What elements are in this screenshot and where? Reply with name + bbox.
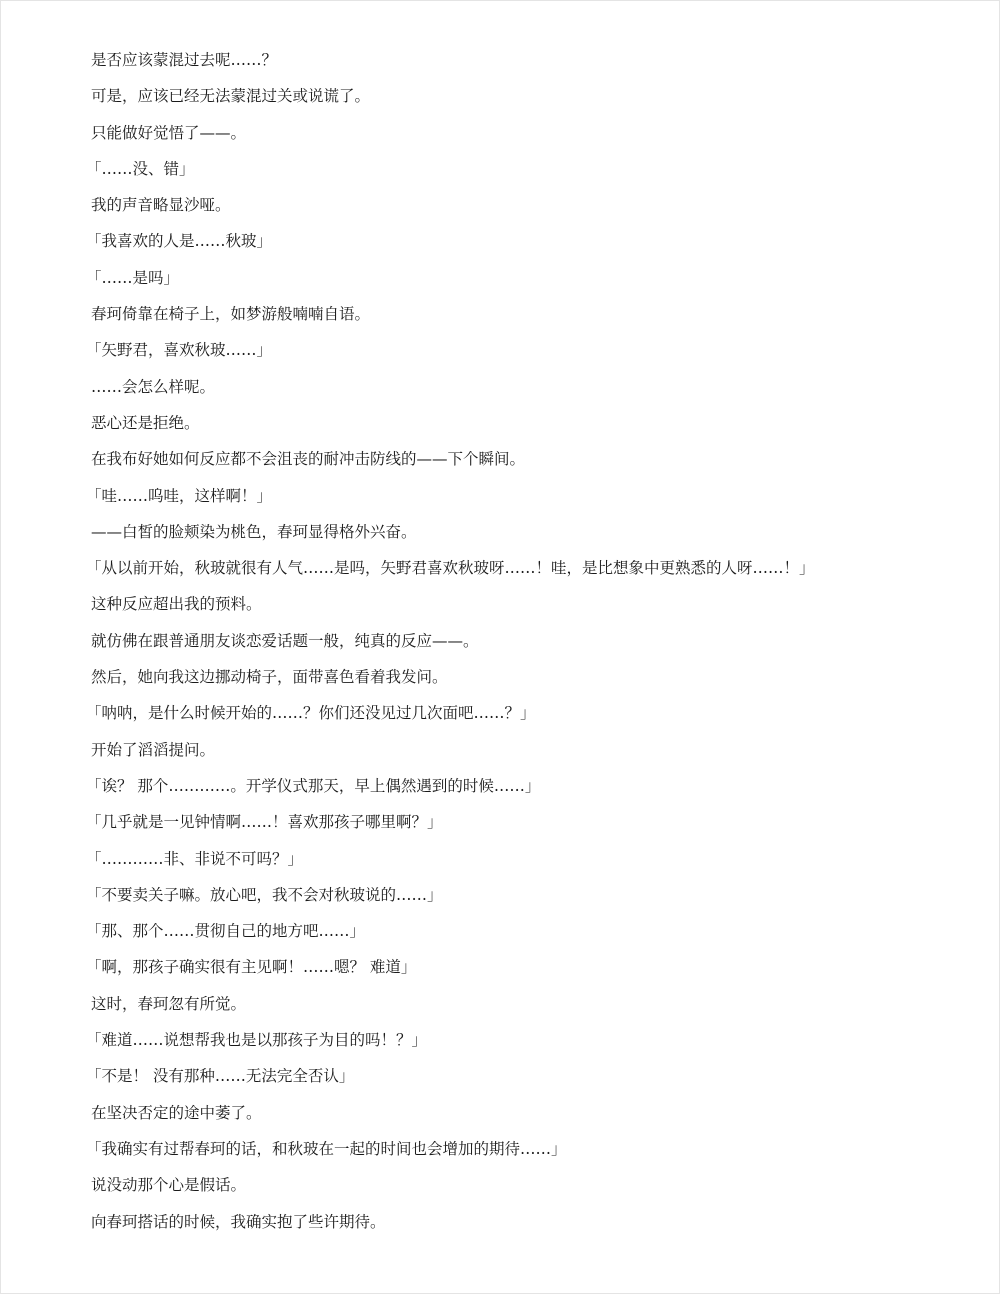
dialogue-paragraph: 「呐呐，是什么时候开始的……？你们还没见过几次面吧……？」 — [86, 704, 536, 723]
narration-paragraph: 说没动那个心是假话。 — [91, 1176, 247, 1195]
narration-paragraph: 恶心还是拒绝。 — [91, 413, 200, 432]
dialogue-paragraph: 「……是吗」 — [86, 268, 180, 287]
narration-paragraph: 在我布好她如何反应都不会沮丧的耐冲击防线的——下个瞬间。 — [91, 450, 526, 469]
dialogue-paragraph: 「诶？ 那个…………。开学仪式那天，早上偶然遇到的时候……」 — [86, 776, 541, 795]
dialogue-paragraph: 「难道……说想帮我也是以那孩子为目的吗！？」 — [86, 1031, 428, 1050]
narration-paragraph: 春珂倚靠在椅子上，如梦游般喃喃自语。 — [91, 305, 371, 324]
dialogue-paragraph: 「几乎就是一见钟情啊……！喜欢那孩子哪里啊？」 — [86, 813, 443, 832]
narration-paragraph: 就仿佛在跟普通朋友谈恋爱话题一般，纯真的反应——。 — [91, 631, 479, 650]
narration-paragraph: 开始了滔滔提问。 — [91, 740, 216, 759]
narration-paragraph: 可是，应该已经无法蒙混过关或说谎了。 — [91, 87, 371, 106]
dialogue-paragraph: 「哇……呜哇，这样啊！」 — [86, 486, 273, 505]
dialogue-paragraph: 「我喜欢的人是……秋玻」 — [86, 232, 273, 251]
narration-paragraph: 这种反应超出我的预料。 — [91, 595, 262, 614]
narration-paragraph: 只能做好觉悟了——。 — [91, 123, 247, 142]
narration-paragraph: ……会怎么样呢。 — [91, 377, 216, 396]
dialogue-paragraph: 「不是！ 没有那种……无法完全否认」 — [86, 1067, 355, 1086]
dialogue-paragraph: 「矢野君，喜欢秋玻……」 — [86, 341, 273, 360]
narration-paragraph: 这时，春珂忽有所觉。 — [91, 994, 247, 1013]
narration-paragraph: 我的声音略显沙哑。 — [91, 196, 231, 215]
dialogue-paragraph: 「从以前开始，秋玻就很有人气……是吗，矢野君喜欢秋玻呀……！哇，是比想象中更熟悉的人呀……！」 — [86, 559, 815, 578]
narration-paragraph: ——白皙的脸颊染为桃色，春珂显得格外兴奋。 — [91, 522, 417, 541]
dialogue-paragraph: 「…………非、非说不可吗？」 — [86, 849, 304, 868]
text-body — [86, 42, 961, 1240]
narration-paragraph: 向春珂搭话的时候，我确实抱了些许期待。 — [91, 1212, 386, 1231]
dialogue-paragraph: 「那、那个……贯彻自己的地方吧……」 — [86, 922, 366, 941]
dialogue-paragraph: 「……没、错」 — [86, 159, 195, 178]
narration-paragraph: 在坚决否定的途中萎了。 — [91, 1103, 262, 1122]
narration-paragraph: 是否应该蒙混过去呢……？ — [91, 51, 278, 69]
dialogue-paragraph: 「我确实有过帮春珂的话，和秋玻在一起的时间也会增加的期待……」 — [86, 1139, 567, 1158]
narration-paragraph: 然后，她向我这边挪动椅子，面带喜色看着我发问。 — [91, 668, 448, 687]
dialogue-paragraph: 「不要卖关子嘛。放心吧，我不会对秋玻说的……」 — [86, 885, 443, 904]
dialogue-paragraph: 「啊，那孩子确实很有主见啊！……嗯？ 难道」 — [86, 958, 417, 977]
